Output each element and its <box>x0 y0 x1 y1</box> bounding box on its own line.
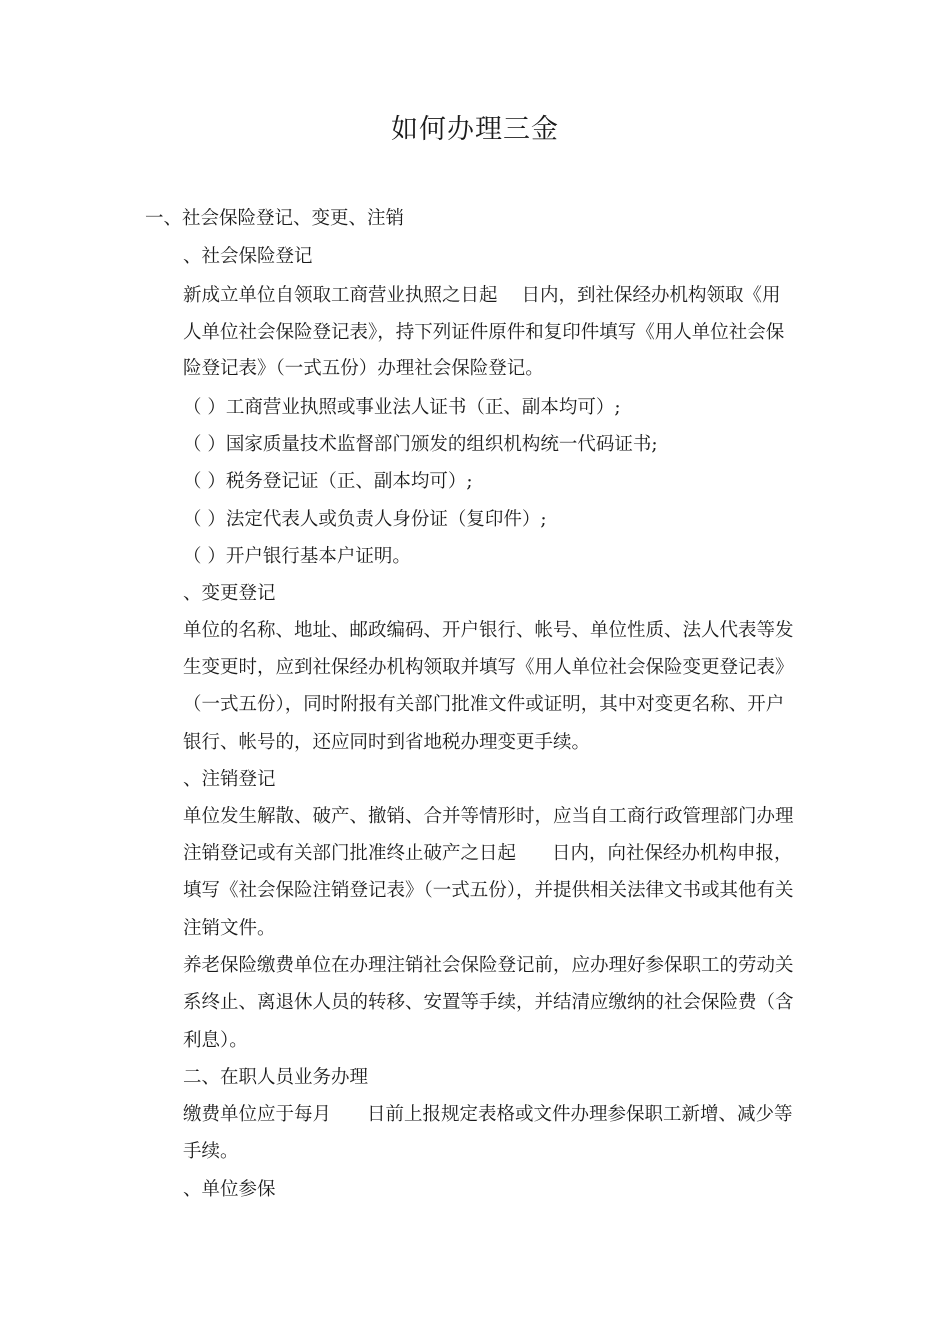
text-segment: 新成立单位自领取工商营业执照之日起 <box>183 285 498 306</box>
document-title: 如何办理三金 <box>391 114 559 145</box>
text-segment: 日内，向社保经办机构申报， <box>552 843 793 864</box>
paragraph-line: 人单位社会保险登记表》，持下列证件原件和复印件填写《用人单位社会保 <box>183 322 785 343</box>
paragraph-line: 利息）。 <box>183 1030 248 1051</box>
list-item: （ ）税务登记证（正、副本均可）; <box>183 471 473 492</box>
paragraph-line: 养老保险缴费单位在办理注销社会保险登记前，应办理好参保职工的劳动关 <box>183 955 794 976</box>
paragraph-line <box>183 841 793 867</box>
text-segment: 注销登记或有关部门批准终止破产之日起 <box>183 843 517 864</box>
subsection-heading-change: 、变更登记 <box>183 583 276 604</box>
paragraph-line: 生变更时，应到社保经办机构领取并填写《用人单位社会保险变更登记表》 <box>183 657 794 678</box>
text-segment: 日前上报规定表格或文件办理参保职工新增、减少等 <box>367 1104 793 1125</box>
section-heading-2: 二、在职人员业务办理 <box>183 1067 369 1088</box>
subsection-heading-enrollment: 、单位参保 <box>183 1179 276 1200</box>
paragraph-line: 填写《社会保险注销登记表》（一式五份），并提供相关法律文书或其他有关 <box>183 880 794 901</box>
paragraph-line <box>183 283 781 309</box>
paragraph-line: 系终止、离退休人员的转移、安置等手续，并结清应缴纳的社会保险费（含 <box>183 992 794 1013</box>
subsection-heading-cancellation: 、注销登记 <box>183 769 276 790</box>
paragraph-line: 银行、帐号的，还应同时到省地税办理变更手续。 <box>183 732 591 753</box>
paragraph-line <box>183 1102 793 1128</box>
paragraph-line: 注销文件。 <box>183 918 276 939</box>
paragraph-line: 单位发生解散、破产、撤销、合并等情形时，应当自工商行政管理部门办理 <box>183 806 794 827</box>
subsection-heading-registration: 、社会保险登记 <box>183 246 313 267</box>
list-item: （ ）法定代表人或负责人身份证（复印件）; <box>183 509 547 530</box>
list-item: （ ）工商营业执照或事业法人证书（正、副本均可）; <box>183 397 621 418</box>
list-item: （ ）开户银行基本户证明。 <box>183 546 411 567</box>
paragraph-line: （一式五份），同时附报有关部门批准文件或证明，其中对变更名称、开户 <box>183 694 785 715</box>
paragraph-line: 手续。 <box>183 1141 239 1162</box>
paragraph-line: 单位的名称、地址、邮政编码、开户银行、帐号、单位性质、法人代表等发 <box>183 620 794 641</box>
text-segment: 日内，到社保经办机构领取《用 <box>521 285 781 306</box>
section-heading-1: 一、社会保险登记、变更、注销 <box>145 208 405 229</box>
paragraph-line: 险登记表》（一式五份）办理社会保险登记。 <box>183 358 544 379</box>
list-item: （ ）国家质量技术监督部门颁发的组织机构统一代码证书; <box>183 434 658 455</box>
text-segment: 缴费单位应于每月 <box>183 1104 332 1125</box>
